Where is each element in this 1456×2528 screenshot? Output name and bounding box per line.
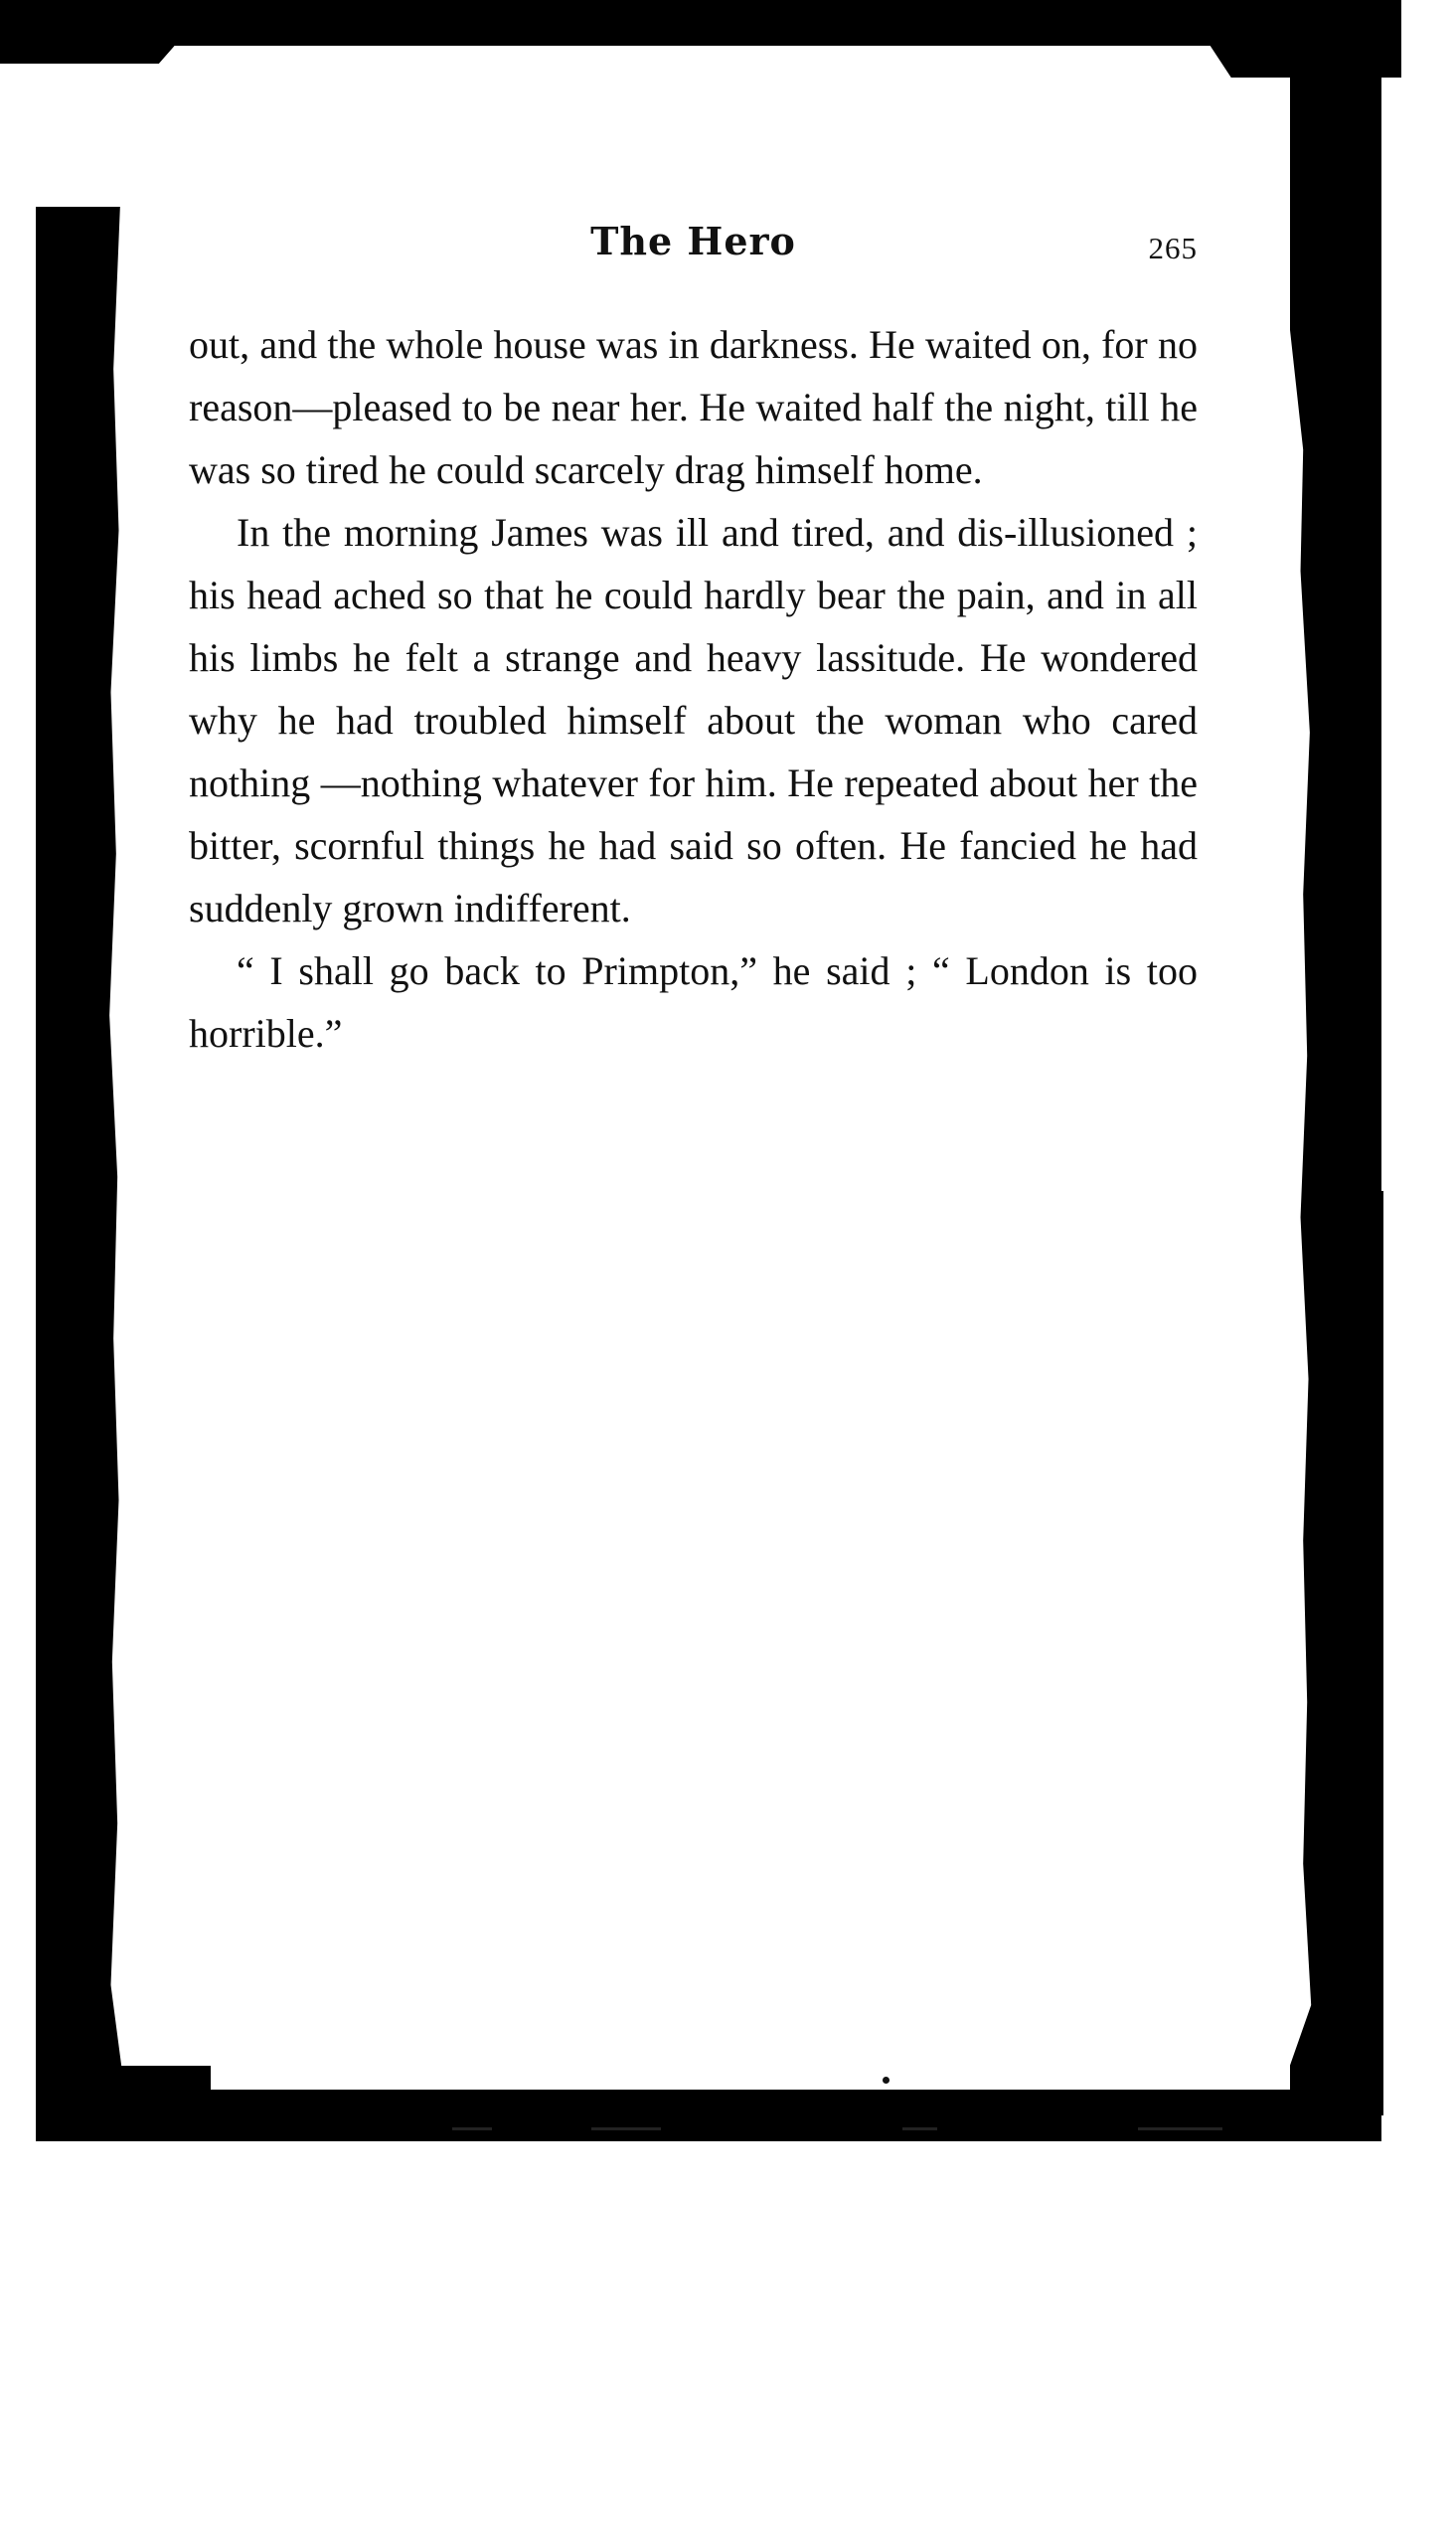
bottom-rule-dash-4 <box>1138 2127 1222 2130</box>
bottom-rule-dash-2 <box>591 2127 661 2130</box>
paragraph-2: In the morning James was ill and tired, and dis-illusioned ; his head ached so that he could hardly bear the pain, and in all his limbs he felt a strange and heavy lassitude. He wondered why he had troubled himself about the woman who cared nothing —nothing whatever for him. He repeated about her the bitter, scornful things he had said so often. He fancied he had suddenly grown indifferent. <box>189 510 1198 930</box>
page-number: 265 <box>1148 231 1198 265</box>
scan-edge-top-band <box>0 0 1173 46</box>
bottom-rule <box>217 2135 1230 2139</box>
bottom-rule-dash-3 <box>902 2127 937 2130</box>
running-title: The Hero <box>590 219 796 263</box>
paragraph-3: “ I shall go back to Primpton,” he said ; “ London is too horrible.” <box>189 948 1198 1056</box>
scan-edge-bottom-band <box>36 2090 1381 2141</box>
ink-speck <box>883 2077 890 2084</box>
body-text <box>189 313 1198 1065</box>
paragraph-1: out, and the whole house was in darkness. He waited on, for no reason—pleased to be near her. He waited half the night, till he was so tired he could scarcely drag himself home. <box>189 322 1198 492</box>
bottom-rule-dash-1 <box>452 2127 492 2130</box>
running-head <box>189 219 1198 282</box>
